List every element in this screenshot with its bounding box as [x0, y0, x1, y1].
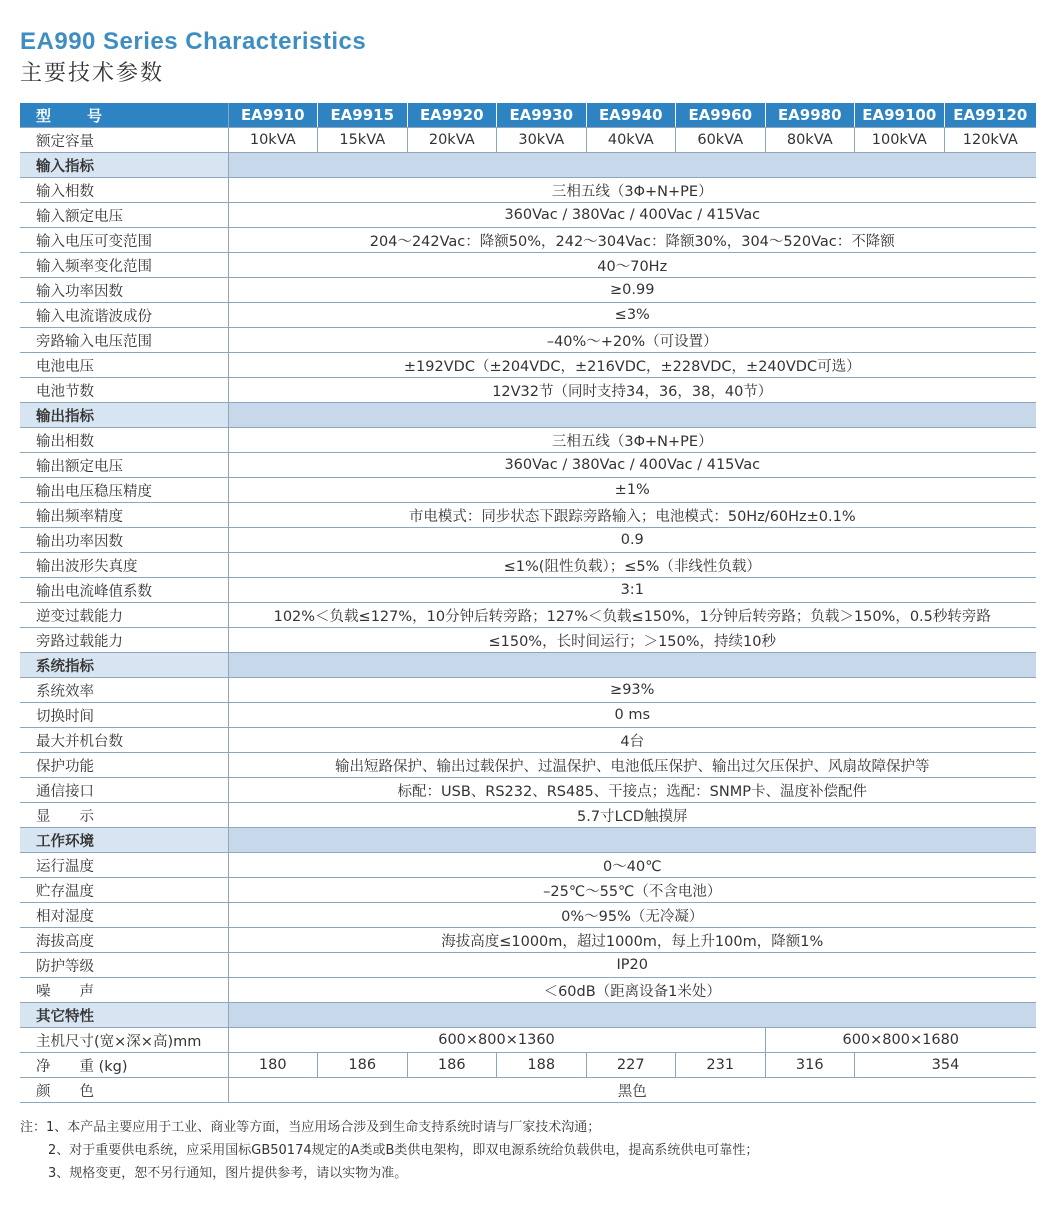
spec-label: 净 重 (kg) [20, 1053, 228, 1078]
spec-value: ≤1%(阻性负载）；≤5%（非线性负载） [228, 553, 1036, 578]
spec-label: 切换时间 [20, 703, 228, 728]
spec-value: 204～242Vac：降额50%，242～304Vac：降额30%，304～520Vac：不降额 [228, 228, 1036, 253]
spec-value: 5.7寸LCD触摸屏 [228, 803, 1036, 828]
spec-row [20, 278, 1036, 303]
spec-row [20, 503, 1036, 528]
spec-row [20, 753, 1036, 778]
size-value: 600×800×1680 [765, 1028, 1036, 1053]
spec-label: 输入额定电压 [20, 203, 228, 228]
spec-label: 输入电压可变范围 [20, 228, 228, 253]
spec-value: 4台 [228, 728, 1036, 753]
title-cn: 主要技术参数 [20, 61, 165, 86]
spec-label: 保护功能 [20, 753, 228, 778]
spec-row [20, 928, 1036, 953]
spec-label: 噪 声 [20, 978, 228, 1003]
spec-value: ≤150%，长时间运行；＞150%，持续10秒 [228, 628, 1036, 653]
weight-value: 180 [228, 1053, 318, 1078]
spec-label: 输入频率变化范围 [20, 253, 228, 278]
section-title: 系统指标 [20, 653, 228, 678]
size-value: 600×800×1360 [228, 1028, 765, 1053]
spec-label: 输出电流峰值系数 [20, 578, 228, 603]
spec-label: 系统效率 [20, 678, 228, 703]
spec-label: 通信接口 [20, 778, 228, 803]
spec-value: ≤3% [228, 303, 1036, 328]
spec-label: 运行温度 [20, 853, 228, 878]
section-title: 其它特性 [20, 1003, 228, 1028]
model-name: EA9980 [765, 103, 855, 128]
spec-row [20, 603, 1036, 628]
spec-label: 输出相数 [20, 428, 228, 453]
spec-label: 最大并机台数 [20, 728, 228, 753]
spec-value: 0%～95%（无冷凝） [228, 903, 1036, 928]
weight-value: 188 [497, 1053, 587, 1078]
weight-value: 186 [407, 1053, 497, 1078]
spec-label: 输出频率精度 [20, 503, 228, 528]
spec-row [20, 853, 1036, 878]
spec-value: ＜60dB（距离设备1米处） [228, 978, 1036, 1003]
spec-row [20, 978, 1036, 1003]
spec-label: 输出额定电压 [20, 453, 228, 478]
spec-label: 旁路输入电压范围 [20, 328, 228, 353]
capacity-value: 15kVA [318, 128, 408, 153]
spec-value: ≥93% [228, 678, 1036, 703]
spec-value: 海拔高度≤1000m，超过1000m，每上升100m，降额1% [228, 928, 1036, 953]
size-row [20, 1028, 1036, 1053]
spec-row [20, 678, 1036, 703]
section-header-bar [228, 153, 1036, 178]
spec-row [20, 728, 1036, 753]
spec-table-body [20, 103, 1036, 1103]
capacity-value: 30kVA [497, 128, 587, 153]
spec-row [20, 553, 1036, 578]
footnotes [20, 1116, 758, 1185]
spec-value: 黑色 [228, 1078, 1036, 1103]
spec-value: 12V32节（同时支持34，36，38，40节） [228, 378, 1036, 403]
weight-value: 231 [676, 1053, 766, 1078]
section-header-bar [228, 1003, 1036, 1028]
weight-value: 316 [765, 1053, 855, 1078]
spec-label: 显 示 [20, 803, 228, 828]
section-title: 工作环境 [20, 828, 228, 853]
spec-value: ±1% [228, 478, 1036, 503]
weight-value: 186 [318, 1053, 408, 1078]
section-title: 输入指标 [20, 153, 228, 178]
spec-row [20, 378, 1036, 403]
spec-value: 3:1 [228, 578, 1036, 603]
spec-row [20, 953, 1036, 978]
footnote: 注：1、本产品主要应用于工业、商业等方面，当应用场合涉及到生命支持系统时请与厂家技术沟通； [20, 1120, 601, 1135]
spec-row [20, 203, 1036, 228]
model-name: EA99120 [944, 103, 1036, 128]
model-header-row [20, 103, 1036, 128]
spec-value: ±192VDC（±204VDC，±216VDC，±228VDC，±240VDC可选） [228, 353, 1036, 378]
spec-label: 旁路过载能力 [20, 628, 228, 653]
section-header-bar [228, 653, 1036, 678]
spec-value: ≥0.99 [228, 278, 1036, 303]
spec-row [20, 578, 1036, 603]
spec-value: 40～70Hz [228, 253, 1036, 278]
spec-value: 0～40℃ [228, 853, 1036, 878]
title-en: EA990 Series Characteristics [20, 28, 367, 55]
spec-value: 0.9 [228, 528, 1036, 553]
model-name: EA9930 [497, 103, 587, 128]
weight-value: 227 [586, 1053, 676, 1078]
color-row [20, 1078, 1036, 1103]
spec-row [20, 778, 1036, 803]
spec-label: 防护等级 [20, 953, 228, 978]
model-name: EA9960 [676, 103, 766, 128]
spec-row [20, 228, 1036, 253]
spec-label: 输出电压稳压精度 [20, 478, 228, 503]
spec-value: 360Vac / 380Vac / 400Vac / 415Vac [228, 453, 1036, 478]
weight-row [20, 1053, 1036, 1078]
spec-label: 颜 色 [20, 1078, 228, 1103]
spec-row [20, 628, 1036, 653]
spec-row [20, 428, 1036, 453]
capacity-value: 80kVA [765, 128, 855, 153]
capacity-value: 40kVA [586, 128, 676, 153]
section-header-row [20, 1003, 1036, 1028]
spec-value: –25℃～55℃（不含电池） [228, 878, 1036, 903]
spec-value: IP20 [228, 953, 1036, 978]
spec-row [20, 303, 1036, 328]
spec-row [20, 703, 1036, 728]
spec-row [20, 178, 1036, 203]
spec-value: 三相五线（3Φ+N+PE） [228, 428, 1036, 453]
spec-row [20, 528, 1036, 553]
spec-label: 输入相数 [20, 178, 228, 203]
model-header-label: 型 号 [20, 103, 228, 128]
spec-value: 三相五线（3Φ+N+PE） [228, 178, 1036, 203]
model-name: EA99100 [855, 103, 945, 128]
spec-label: 逆变过载能力 [20, 603, 228, 628]
spec-label: 电池电压 [20, 353, 228, 378]
section-header-row [20, 153, 1036, 178]
capacity-value: 60kVA [676, 128, 766, 153]
spec-label: 输入电流谐波成份 [20, 303, 228, 328]
spec-value: 102%＜负载≤127%，10分钟后转旁路；127%＜负载≤150%，1分钟后转旁路；负载＞150%，0.5秒转旁路 [228, 603, 1036, 628]
spec-value: –40%～+20%（可设置） [228, 328, 1036, 353]
spec-label: 输入功率因数 [20, 278, 228, 303]
model-name: EA9910 [228, 103, 318, 128]
capacity-value: 100kVA [855, 128, 945, 153]
spec-label: 海拔高度 [20, 928, 228, 953]
section-header-row [20, 403, 1036, 428]
spec-row [20, 328, 1036, 353]
capacity-value: 20kVA [407, 128, 497, 153]
section-header-row [20, 828, 1036, 853]
capacity-value: 10kVA [228, 128, 318, 153]
capacity-label: 额定容量 [20, 128, 228, 153]
capacity-row [20, 128, 1036, 153]
footnote: 3、规格变更，恕不另行通知，图片提供参考，请以实物为准。 [48, 1166, 408, 1181]
capacity-value: 120kVA [944, 128, 1036, 153]
model-name: EA9940 [586, 103, 676, 128]
spec-value: 市电模式：同步状态下跟踪旁路输入；电池模式：50Hz/60Hz±0.1% [228, 503, 1036, 528]
spec-value: 标配：USB、RS232、RS485、干接点；选配：SNMP卡、温度补偿配件 [228, 778, 1036, 803]
spec-label: 相对湿度 [20, 903, 228, 928]
spec-table [20, 103, 1036, 1103]
model-name: EA9915 [318, 103, 408, 128]
spec-row [20, 878, 1036, 903]
spec-label: 输出波形失真度 [20, 553, 228, 578]
section-title: 输出指标 [20, 403, 228, 428]
spec-label: 主机尺寸(宽×深×高)mm [20, 1028, 228, 1053]
weight-value: 354 [855, 1053, 1037, 1078]
footnote: 2、对于重要供电系统，应采用国标GB50174规定的A类或B类供电架构，即双电源系统给负载供电，提高系统供电可靠性； [48, 1143, 759, 1158]
spec-row [20, 453, 1036, 478]
spec-label: 输出功率因数 [20, 528, 228, 553]
spec-value: 0 ms [228, 703, 1036, 728]
section-header-bar [228, 403, 1036, 428]
spec-row [20, 353, 1036, 378]
spec-row [20, 253, 1036, 278]
spec-row [20, 903, 1036, 928]
model-name: EA9920 [407, 103, 497, 128]
spec-value: 360Vac / 380Vac / 400Vac / 415Vac [228, 203, 1036, 228]
spec-row [20, 803, 1036, 828]
spec-label: 贮存温度 [20, 878, 228, 903]
spec-row [20, 478, 1036, 503]
spec-label: 电池节数 [20, 378, 228, 403]
section-header-row [20, 653, 1036, 678]
spec-value: 输出短路保护、输出过载保护、过温保护、电池低压保护、输出过欠压保护、风扇故障保护等 [228, 753, 1036, 778]
section-header-bar [228, 828, 1036, 853]
